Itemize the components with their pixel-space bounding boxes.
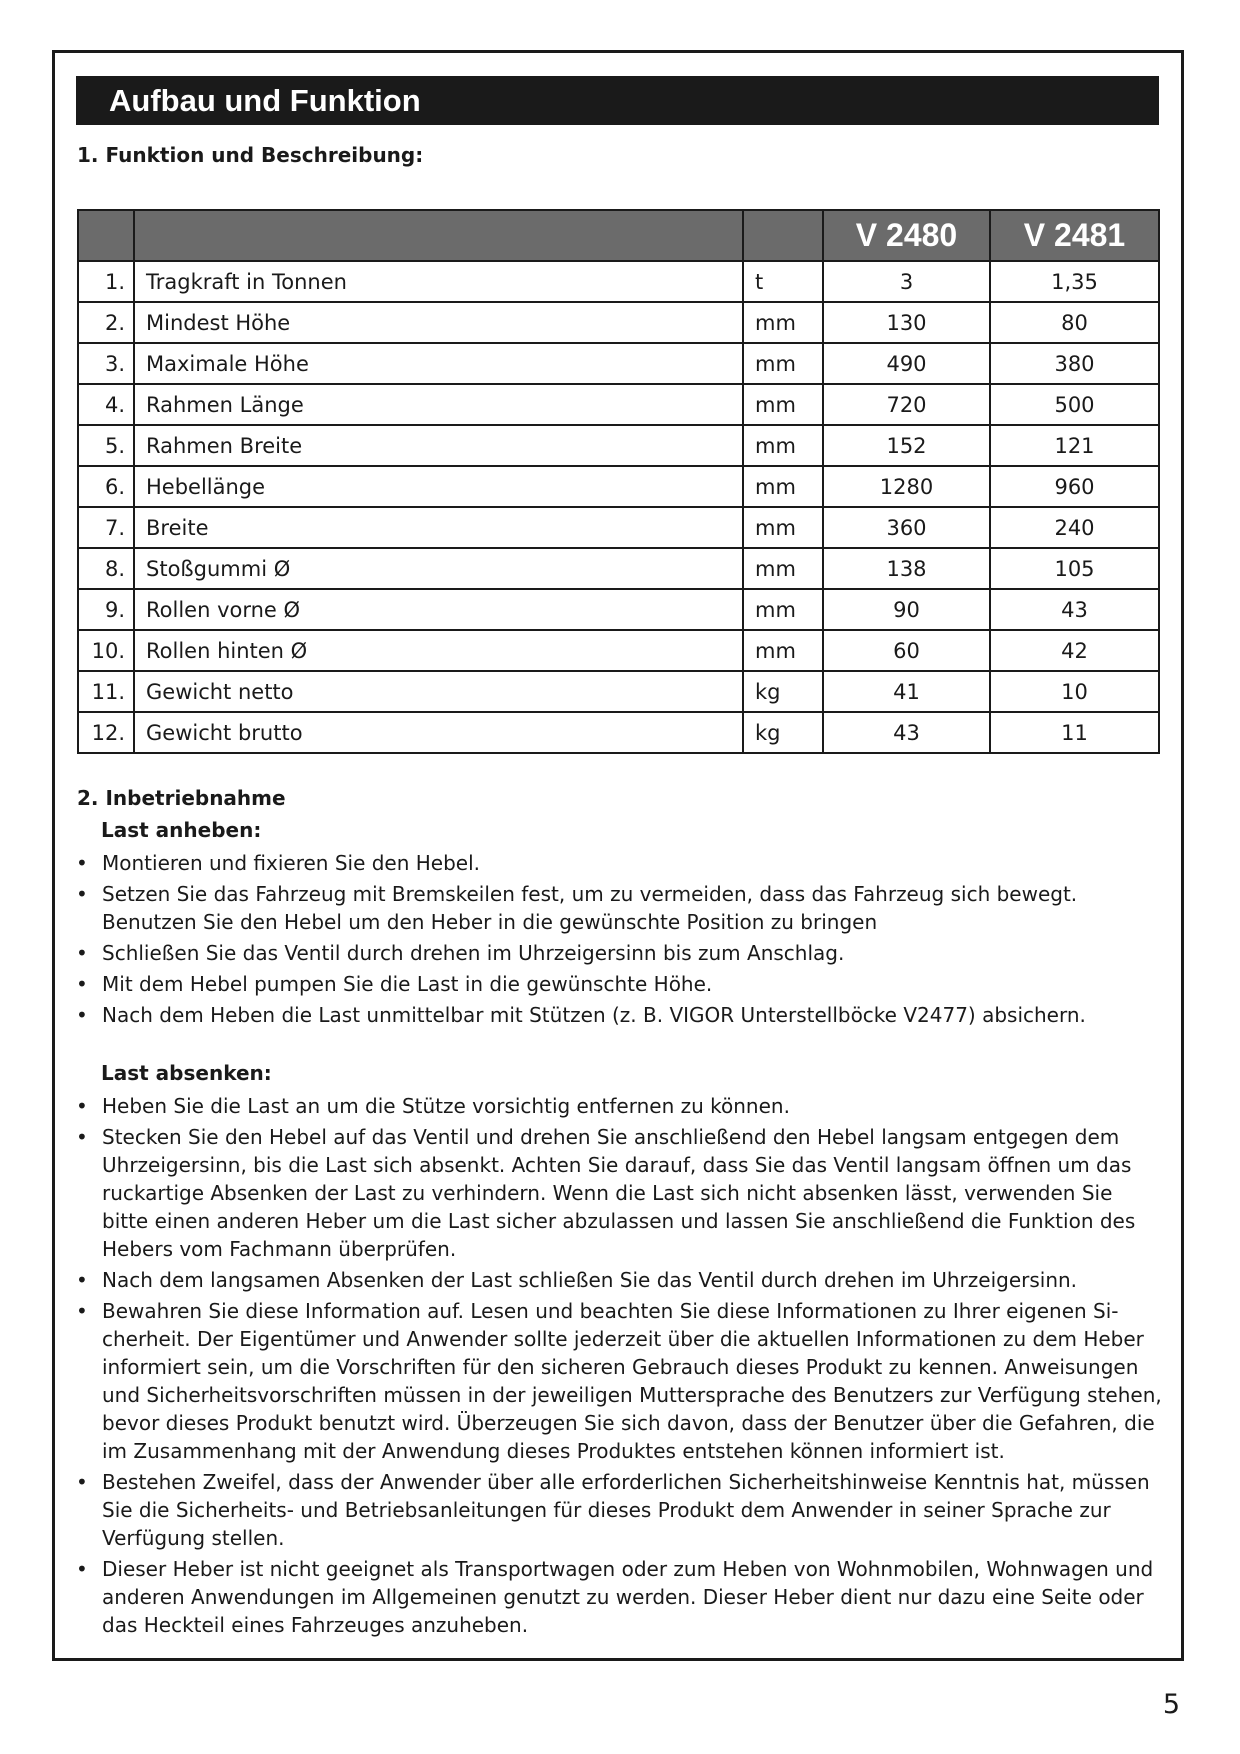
- row-v2480-cell: 130: [823, 302, 990, 343]
- lower-instructions-list: [76, 1092, 1162, 1642]
- bullet-icon: •: [76, 1003, 88, 1027]
- row-label-cell: Rollen hinten Ø: [134, 630, 743, 671]
- bullet-icon: •: [76, 941, 88, 965]
- row-label-cell: Breite: [134, 507, 743, 548]
- list-item: [76, 849, 1162, 877]
- row-number-cell: 12.: [78, 712, 134, 753]
- table-row: [78, 507, 1159, 548]
- table-row: [78, 425, 1159, 466]
- row-v2480-cell: 360: [823, 507, 990, 548]
- row-v2481-cell: 1,35: [990, 261, 1159, 302]
- row-label-cell: Stoßgummi Ø: [134, 548, 743, 589]
- row-v2481-cell: 105: [990, 548, 1159, 589]
- bullet-icon: •: [76, 1268, 88, 1292]
- header-cell-unit: [743, 210, 823, 261]
- lift-heading: Last anheben:: [101, 818, 262, 842]
- list-item: [76, 970, 1162, 998]
- row-unit-cell: mm: [743, 302, 823, 343]
- row-unit-cell: mm: [743, 466, 823, 507]
- row-number-cell: 5.: [78, 425, 134, 466]
- bullet-icon: •: [76, 1557, 88, 1581]
- list-item-text: Bewahren Sie diese Information auf. Lesen und beachten Sie diese Informationen zu Ihrer eigenen Si-cherheit. Der Eigentümer und Anwender sollte jederzeit über die aktuellen Informationen zu dem Heber informiert sein, um die Vorschriften für den sicheren Gebrauch dieses Produkt zu kennen. Anweisungen und Sicherheitsvorschriften müssen in der jeweiligen Muttersprache des Benutzers zur Verfügung stehen, bevor dieses Produkt benutzt wird. Überzeugen Sie sich davon, dass der Benutzer über die Gefahren, die im Zusammenhang mit der Anwendung dieses Produktes entstehen können informiert ist.: [102, 1299, 1162, 1463]
- header-cell-v2480: V 2480: [823, 210, 990, 261]
- list-item-text: Setzen Sie das Fahrzeug mit Bremskeilen fest, um zu vermeiden, dass das Fahrzeug sich bewegt. Benutzen Sie den Hebel um den Heber in die gewünschte Position zu bringen: [102, 882, 1078, 934]
- table-row: [78, 261, 1159, 302]
- list-item: [76, 880, 1162, 936]
- list-item-text: Schließen Sie das Ventil durch drehen im Uhrzeigersinn bis zum Anschlag.: [102, 941, 845, 965]
- list-item-text: Nach dem Heben die Last unmittelbar mit Stützen (z. B. VIGOR Unterstellböcke V2477) absichern.: [102, 1003, 1086, 1027]
- list-item: [76, 1092, 1162, 1120]
- bullet-icon: •: [76, 1299, 88, 1323]
- row-number-cell: 6.: [78, 466, 134, 507]
- list-item-text: Montieren und fixieren Sie den Hebel.: [102, 851, 481, 875]
- row-v2481-cell: 500: [990, 384, 1159, 425]
- row-number-cell: 10.: [78, 630, 134, 671]
- row-v2480-cell: 1280: [823, 466, 990, 507]
- row-label-cell: Rollen vorne Ø: [134, 589, 743, 630]
- row-label-cell: Tragkraft in Tonnen: [134, 261, 743, 302]
- row-label-cell: Maximale Höhe: [134, 343, 743, 384]
- row-unit-cell: mm: [743, 589, 823, 630]
- row-v2480-cell: 3: [823, 261, 990, 302]
- row-v2481-cell: 10: [990, 671, 1159, 712]
- row-label-cell: Rahmen Breite: [134, 425, 743, 466]
- row-number-cell: 11.: [78, 671, 134, 712]
- row-v2481-cell: 121: [990, 425, 1159, 466]
- bullet-icon: •: [76, 882, 88, 906]
- section-2-heading: 2. Inbetriebnahme: [77, 786, 286, 810]
- table-row: [78, 671, 1159, 712]
- list-item: [76, 1266, 1162, 1294]
- row-unit-cell: mm: [743, 548, 823, 589]
- row-number-cell: 1.: [78, 261, 134, 302]
- bullet-icon: •: [76, 851, 88, 875]
- spec-table-body: [78, 261, 1159, 753]
- row-unit-cell: mm: [743, 384, 823, 425]
- row-number-cell: 7.: [78, 507, 134, 548]
- list-item-text: Bestehen Zweifel, dass der Anwender über alle erforderlichen Sicherheitshinweise Kenntnis hat, müssen Sie die Sicherheits- und Betriebsanleitungen für dieses Produkt dem Anwender in seiner Sprache zur Verfügung stellen.: [102, 1470, 1150, 1550]
- row-unit-cell: kg: [743, 671, 823, 712]
- table-row: [78, 589, 1159, 630]
- row-v2481-cell: 960: [990, 466, 1159, 507]
- row-v2481-cell: 43: [990, 589, 1159, 630]
- lower-heading: Last absenken:: [101, 1061, 272, 1085]
- row-v2481-cell: 380: [990, 343, 1159, 384]
- table-row: [78, 548, 1159, 589]
- list-item: [76, 939, 1162, 967]
- spec-table-header-row: [78, 210, 1159, 261]
- row-number-cell: 8.: [78, 548, 134, 589]
- row-v2481-cell: 42: [990, 630, 1159, 671]
- row-label-cell: Gewicht netto: [134, 671, 743, 712]
- table-row: [78, 384, 1159, 425]
- table-row: [78, 302, 1159, 343]
- table-row: [78, 466, 1159, 507]
- row-label-cell: Mindest Höhe: [134, 302, 743, 343]
- row-unit-cell: kg: [743, 712, 823, 753]
- list-item-text: Stecken Sie den Hebel auf das Ventil und drehen Sie anschließend den Hebel langsam entgegen dem Uhrzeigersinn, bis die Last sich absenkt. Achten Sie darauf, dass Sie das Ventil langsam öffnen um das ruckartige Absenken der Last zu verhindern. Wenn die Last sich nicht absenken lässt, verwenden Sie bitte einen anderen Heber um die Last sicher abzulassen und lassen Sie anschließend die Funktion des Hebers vom Fachmann überprüfen.: [102, 1125, 1136, 1261]
- list-item: [76, 1468, 1162, 1552]
- bullet-icon: •: [76, 972, 88, 996]
- list-item-text: Dieser Heber ist nicht geeignet als Transportwagen oder zum Heben von Wohnmobilen, Wohnwagen und anderen Anwendungen im Allgemeinen genutzt zu werden. Dieser Heber dient nur dazu eine Seite oder das Heckteil eines Fahrzeuges anzuheben.: [102, 1557, 1154, 1637]
- header-cell-v2481: V 2481: [990, 210, 1159, 261]
- spec-table: [77, 209, 1160, 754]
- table-row: [78, 630, 1159, 671]
- row-unit-cell: mm: [743, 507, 823, 548]
- row-v2480-cell: 138: [823, 548, 990, 589]
- header-cell-no: [78, 210, 134, 261]
- row-v2480-cell: 490: [823, 343, 990, 384]
- row-number-cell: 4.: [78, 384, 134, 425]
- list-item-text: Mit dem Hebel pumpen Sie die Last in die gewünschte Höhe.: [102, 972, 713, 996]
- bullet-icon: •: [76, 1125, 88, 1149]
- page-title: Aufbau und Funktion: [76, 76, 1159, 125]
- list-item: [76, 1297, 1162, 1465]
- list-item: [76, 1123, 1162, 1263]
- list-item-text: Heben Sie die Last an um die Stütze vorsichtig entfernen zu können.: [102, 1094, 790, 1118]
- row-number-cell: 2.: [78, 302, 134, 343]
- row-label-cell: Hebellänge: [134, 466, 743, 507]
- row-label-cell: Rahmen Länge: [134, 384, 743, 425]
- row-v2480-cell: 90: [823, 589, 990, 630]
- row-v2481-cell: 11: [990, 712, 1159, 753]
- table-row: [78, 712, 1159, 753]
- list-item-text: Nach dem langsamen Absenken der Last schließen Sie das Ventil durch drehen im Uhrzeigersinn.: [102, 1268, 1078, 1292]
- row-v2480-cell: 152: [823, 425, 990, 466]
- row-label-cell: Gewicht brutto: [134, 712, 743, 753]
- list-item: [76, 1555, 1162, 1639]
- section-1-heading: 1. Funktion und Beschreibung:: [77, 143, 424, 167]
- row-v2480-cell: 41: [823, 671, 990, 712]
- row-number-cell: 3.: [78, 343, 134, 384]
- row-v2481-cell: 240: [990, 507, 1159, 548]
- row-v2480-cell: 720: [823, 384, 990, 425]
- row-v2480-cell: 60: [823, 630, 990, 671]
- bullet-icon: •: [76, 1470, 88, 1494]
- row-v2481-cell: 80: [990, 302, 1159, 343]
- page-number: 5: [1162, 1689, 1180, 1720]
- row-v2480-cell: 43: [823, 712, 990, 753]
- row-unit-cell: mm: [743, 425, 823, 466]
- row-unit-cell: mm: [743, 343, 823, 384]
- table-row: [78, 343, 1159, 384]
- header-cell-label: [134, 210, 743, 261]
- list-item: [76, 1001, 1162, 1029]
- bullet-icon: •: [76, 1094, 88, 1118]
- row-unit-cell: mm: [743, 630, 823, 671]
- lift-instructions-list: [76, 849, 1162, 1032]
- row-unit-cell: t: [743, 261, 823, 302]
- row-number-cell: 9.: [78, 589, 134, 630]
